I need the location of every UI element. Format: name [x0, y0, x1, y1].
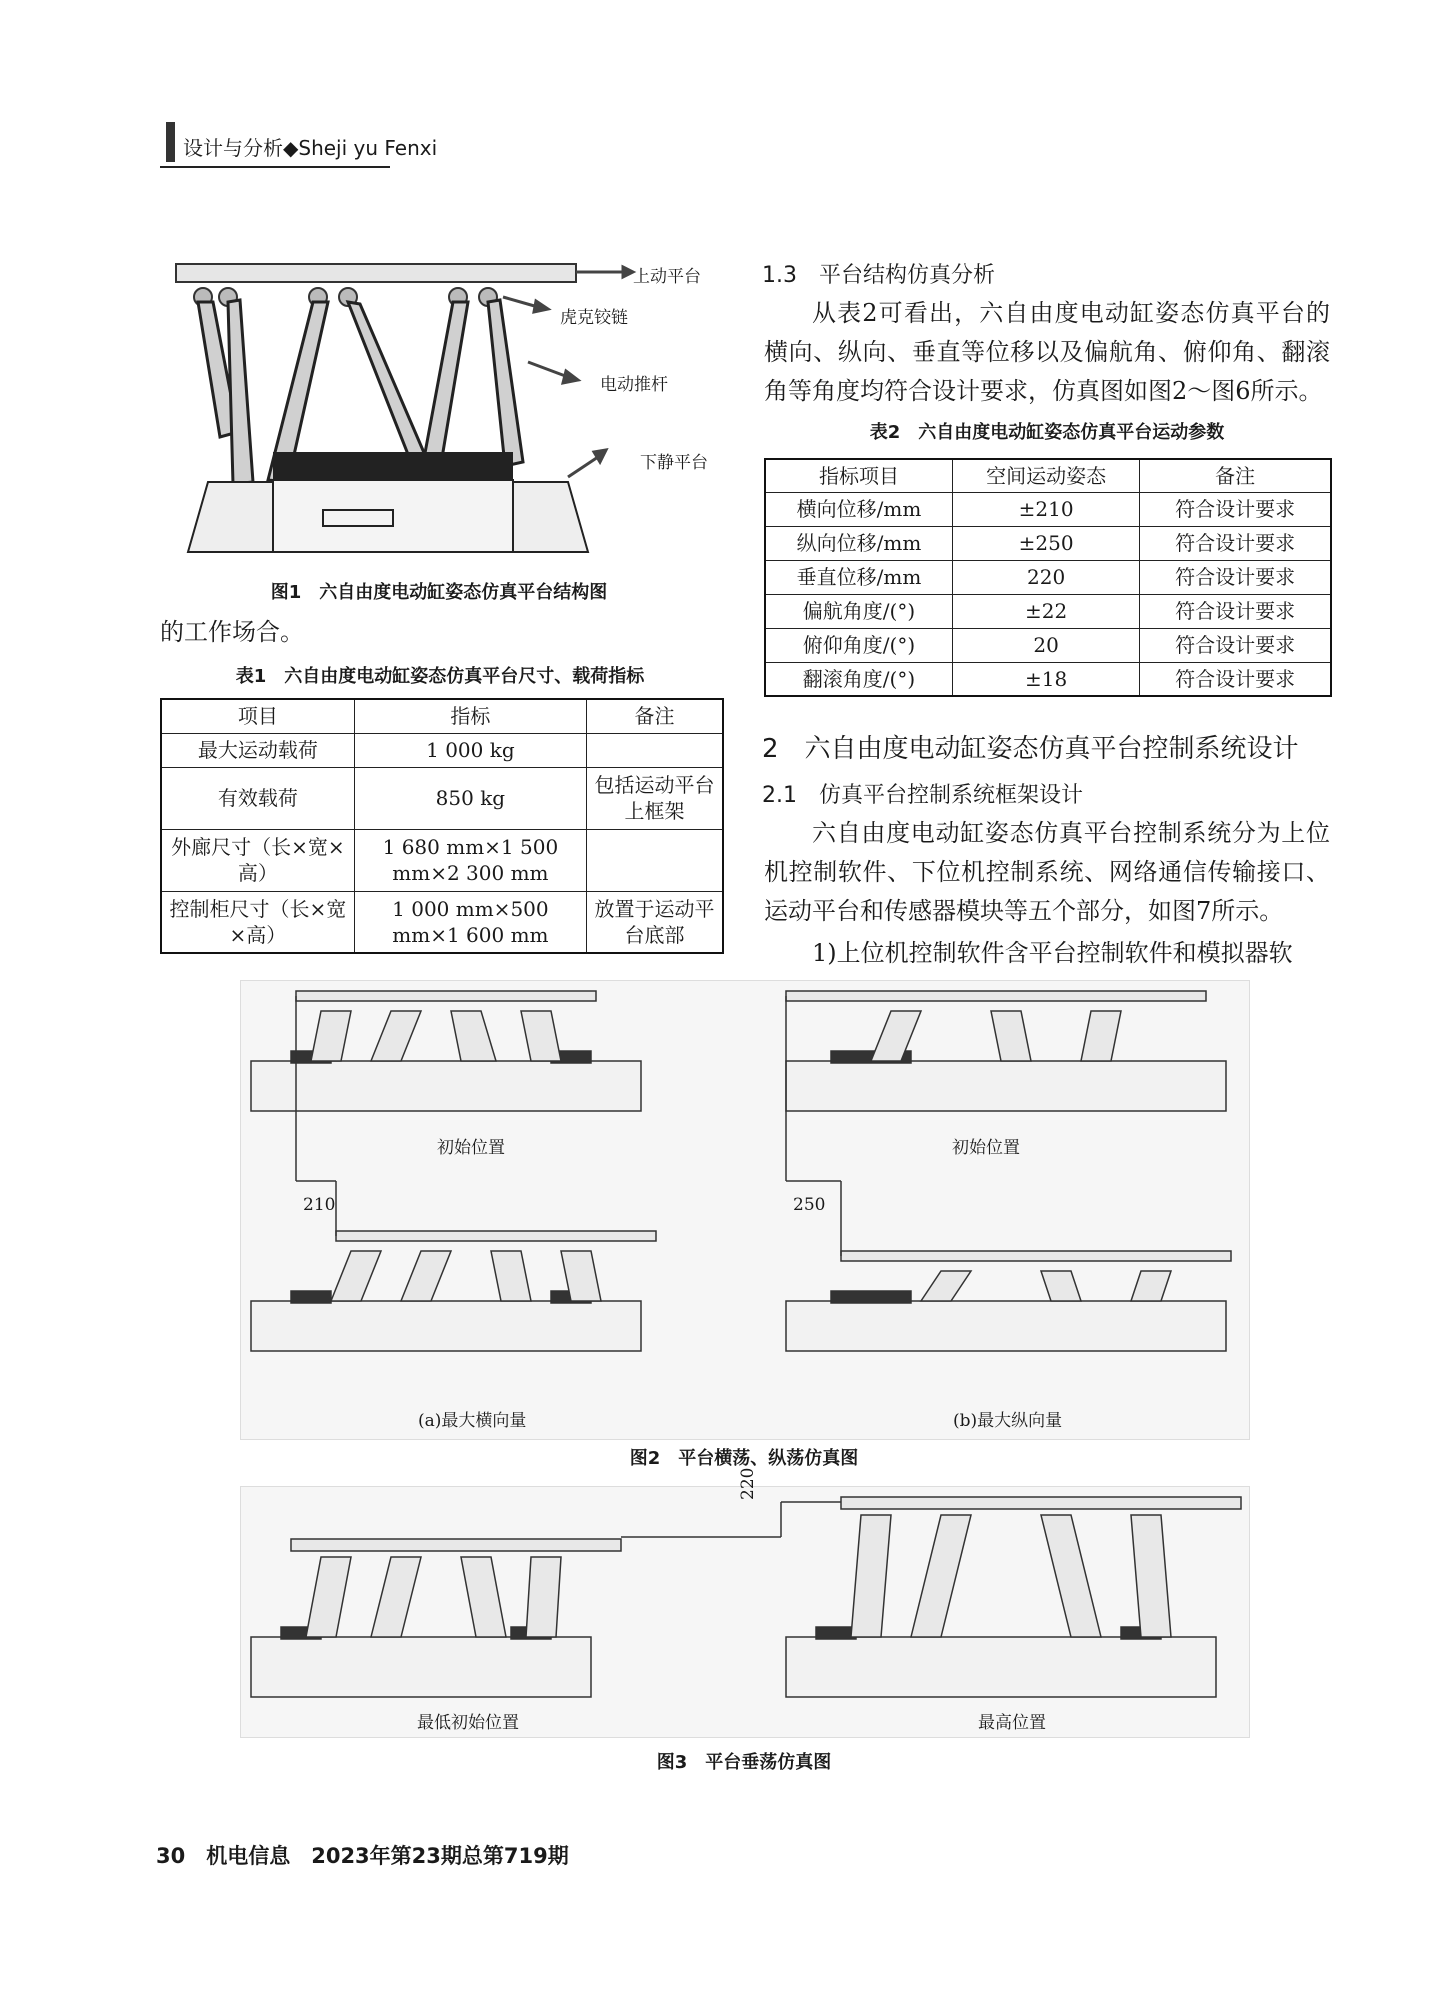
section-2-1-item1: 1)上位机控制软件含平台控制软件和模拟器软 [812, 939, 1293, 967]
table2-cell: 符合设计要求 [1140, 628, 1331, 662]
table1-header: 指标 [354, 699, 586, 733]
table1-cell: 控制柜尺寸（长×宽×高） [161, 891, 354, 953]
table2-cell: ±22 [952, 594, 1139, 628]
table1 [160, 698, 724, 954]
table1-cell: 1 000 mm×500 mm×1 600 mm [354, 891, 586, 953]
table2-cell: 符合设计要求 [1140, 560, 1331, 594]
table2-cell: 符合设计要求 [1140, 526, 1331, 560]
fig2-right-dimension: 250 [793, 1195, 826, 1215]
table2-header: 空间运动姿态 [952, 459, 1139, 492]
page-footer: 30 机电信息 2023年第23期总第719期 [156, 1844, 569, 1868]
table2-cell: 符合设计要求 [1140, 594, 1331, 628]
table2-cell: ±18 [952, 662, 1139, 696]
figure2-image [240, 980, 1250, 1440]
table2-cell: 偏航角度/(°) [765, 594, 952, 628]
table1-cell [587, 733, 723, 767]
table2-cell: 符合设计要求 [1140, 492, 1331, 526]
table2-cell: 横向位移/mm [765, 492, 952, 526]
section-2-1-paragraph: 六自由度电动缸姿态仿真平台控制系统分为上位机控制软件、下位机控制系统、网络通信传输接口、运动平台和传感器模块等五个部分，如图7所示。 [764, 819, 1330, 925]
fig1-label-hooke-joint: 虎克铰链 [560, 308, 628, 328]
table1-cell: 最大运动载荷 [161, 733, 354, 767]
figure1-caption: 图1 六自由度电动缸姿态仿真平台结构图 [270, 582, 608, 603]
running-header: 设计与分析◆Sheji yu Fenxi [183, 136, 438, 160]
table1-cell: 外廊尺寸（长×宽×高） [161, 829, 354, 891]
table2-cell: 20 [952, 628, 1139, 662]
section-1-3-heading: 1.3 平台结构仿真分析 [762, 263, 995, 288]
fig1-label-electric-actuator: 电动推杆 [600, 375, 668, 395]
fig3-dimension: 220 [738, 1467, 758, 1500]
table2-cell: 纵向位移/mm [765, 526, 952, 560]
table2-cell: 220 [952, 560, 1139, 594]
fig2-subcaption-b: (b)最大纵向量 [953, 1411, 1063, 1431]
table2-header: 备注 [1140, 459, 1331, 492]
fig3-right-label: 最高位置 [978, 1713, 1046, 1733]
table2-cell: 翻滚角度/(°) [765, 662, 952, 696]
table2 [764, 458, 1332, 697]
header-rule [160, 166, 390, 168]
table2-cell: ±210 [952, 492, 1139, 526]
table1-cell: 1 000 kg [354, 733, 586, 767]
table1-cell [587, 829, 723, 891]
figure2-caption: 图2 平台横荡、纵荡仿真图 [629, 1448, 859, 1469]
table2-header: 指标项目 [765, 459, 952, 492]
fig2-left-dimension: 210 [303, 1195, 336, 1215]
table2-cell: 俯仰角度/(°) [765, 628, 952, 662]
table1-cell: 850 kg [354, 767, 586, 829]
figure3-caption: 图3 平台垂荡仿真图 [656, 1752, 832, 1773]
section-2-1-heading: 2.1 仿真平台控制系统框架设计 [762, 783, 1083, 808]
figure3-image [240, 1486, 1250, 1738]
table2-cell: 垂直位移/mm [765, 560, 952, 594]
table1-cell: 1 680 mm×1 500 mm×2 300 mm [354, 829, 586, 891]
fig2-right-top-label: 初始位置 [952, 1138, 1020, 1158]
table1-cell: 放置于运动平台底部 [587, 891, 723, 953]
table1-header: 项目 [161, 699, 354, 733]
fig1-label-upper-platform: 上动平台 [633, 267, 701, 287]
fig2-left-top-label: 初始位置 [437, 1138, 505, 1158]
figure1-image [168, 252, 710, 562]
left-continuation-text: 的工作场合。 [160, 618, 304, 646]
fig3-left-label: 最低初始位置 [417, 1713, 519, 1733]
table2-cell: 符合设计要求 [1140, 662, 1331, 696]
header-bar [166, 122, 175, 162]
table1-cell: 有效载荷 [161, 767, 354, 829]
table2-caption: 表2 六自由度电动缸姿态仿真平台运动参数 [869, 422, 1225, 443]
section-1-3-paragraph: 从表2可看出，六自由度电动缸姿态仿真平台的横向、纵向、垂直等位移以及偏航角、俯仰角、翻滚角等角度均符合设计要求，仿真图如图2～图6所示。 [764, 299, 1330, 405]
fig1-label-lower-platform: 下静平台 [640, 453, 708, 473]
table1-caption: 表1 六自由度电动缸姿态仿真平台尺寸、载荷指标 [235, 666, 645, 687]
table1-header: 备注 [587, 699, 723, 733]
section-2-heading: 2 六自由度电动缸姿态仿真平台控制系统设计 [762, 734, 1299, 764]
table1-cell: 包括运动平台上框架 [587, 767, 723, 829]
fig2-subcaption-a: (a)最大横向量 [418, 1411, 527, 1431]
table2-cell: ±250 [952, 526, 1139, 560]
